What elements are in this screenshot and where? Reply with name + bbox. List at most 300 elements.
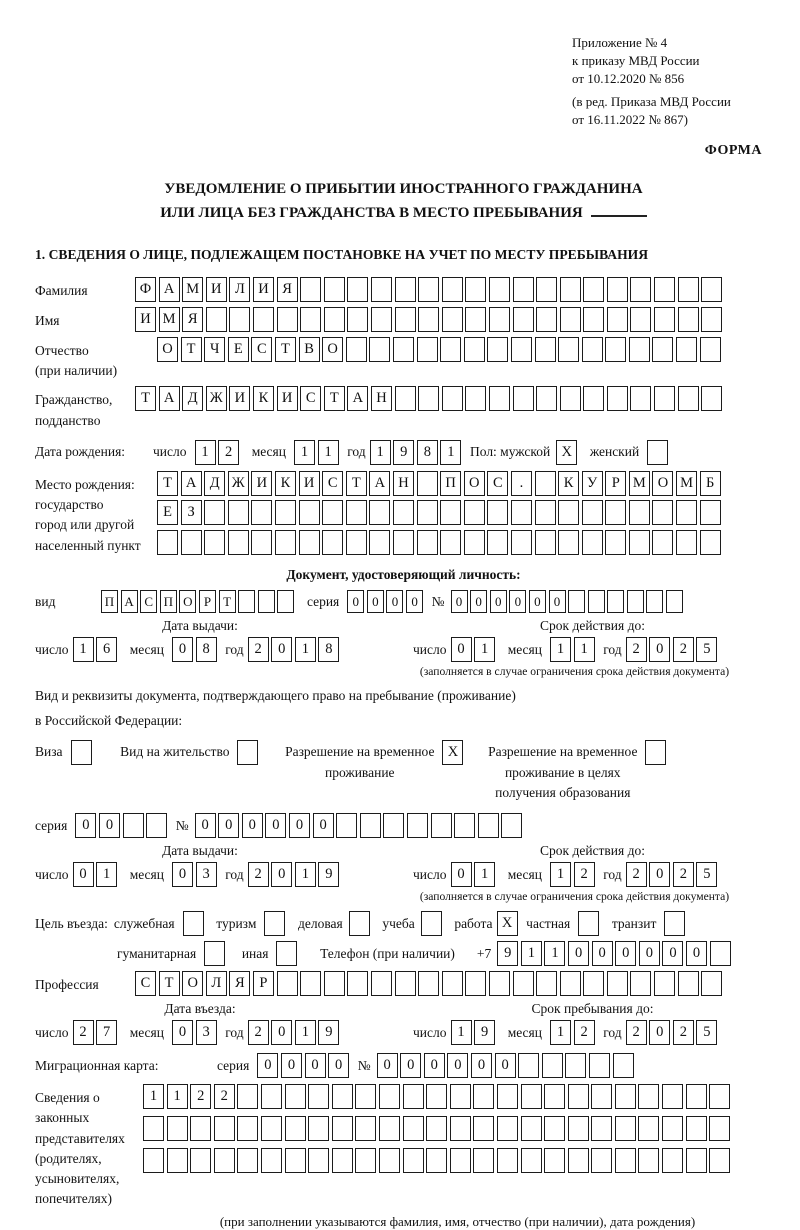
char-cell[interactable] bbox=[589, 1053, 610, 1078]
char-cell[interactable]: А bbox=[159, 277, 180, 302]
char-cell[interactable] bbox=[583, 307, 604, 332]
char-cell[interactable] bbox=[347, 971, 368, 996]
char-cell[interactable]: Я bbox=[182, 307, 203, 332]
char-cell[interactable] bbox=[261, 1084, 282, 1109]
char-cell[interactable] bbox=[395, 277, 416, 302]
char-cell[interactable] bbox=[607, 277, 628, 302]
birth-place-row-2[interactable] bbox=[157, 500, 723, 525]
issue-day-input[interactable] bbox=[73, 637, 120, 662]
char-cell[interactable] bbox=[645, 740, 666, 765]
representatives-row-1[interactable] bbox=[143, 1084, 733, 1109]
char-cell[interactable] bbox=[426, 1116, 447, 1141]
char-cell[interactable]: 1 bbox=[318, 440, 339, 465]
char-cell[interactable] bbox=[630, 386, 651, 411]
char-cell[interactable] bbox=[544, 1084, 565, 1109]
char-cell[interactable] bbox=[654, 971, 675, 996]
char-cell[interactable]: 0 bbox=[649, 1020, 670, 1045]
char-cell[interactable]: 0 bbox=[271, 1020, 292, 1045]
char-cell[interactable]: М bbox=[182, 277, 203, 302]
char-cell[interactable]: 1 bbox=[73, 637, 94, 662]
char-cell[interactable] bbox=[701, 386, 722, 411]
char-cell[interactable]: И bbox=[299, 471, 320, 496]
char-cell[interactable] bbox=[710, 941, 731, 966]
expiry-month-input[interactable] bbox=[550, 637, 597, 662]
char-cell[interactable] bbox=[558, 500, 579, 525]
char-cell[interactable]: З bbox=[181, 500, 202, 525]
char-cell[interactable] bbox=[607, 307, 628, 332]
char-cell[interactable] bbox=[277, 307, 298, 332]
char-cell[interactable] bbox=[583, 386, 604, 411]
char-cell[interactable]: 0 bbox=[265, 813, 286, 838]
char-cell[interactable] bbox=[181, 530, 202, 555]
char-cell[interactable] bbox=[473, 1148, 494, 1173]
char-cell[interactable] bbox=[646, 590, 663, 613]
char-cell[interactable] bbox=[629, 337, 650, 362]
temp-residence-education-checkbox[interactable] bbox=[645, 740, 669, 765]
char-cell[interactable]: 2 bbox=[190, 1084, 211, 1109]
char-cell[interactable] bbox=[237, 740, 258, 765]
visa-checkbox[interactable] bbox=[71, 740, 95, 765]
char-cell[interactable] bbox=[229, 307, 250, 332]
char-cell[interactable]: Т bbox=[135, 386, 156, 411]
temp-residence-checkbox[interactable] bbox=[442, 740, 466, 765]
stay-issue-year-input[interactable] bbox=[248, 862, 342, 887]
char-cell[interactable]: 0 bbox=[495, 1053, 516, 1078]
char-cell[interactable] bbox=[393, 500, 414, 525]
char-cell[interactable]: 7 bbox=[96, 1020, 117, 1045]
char-cell[interactable] bbox=[417, 471, 438, 496]
char-cell[interactable] bbox=[332, 1148, 353, 1173]
char-cell[interactable] bbox=[536, 277, 557, 302]
char-cell[interactable]: Л bbox=[229, 277, 250, 302]
stay-until-month-input[interactable] bbox=[550, 1020, 597, 1045]
char-cell[interactable]: М bbox=[676, 471, 697, 496]
char-cell[interactable] bbox=[403, 1084, 424, 1109]
char-cell[interactable]: 2 bbox=[626, 862, 647, 887]
char-cell[interactable]: И bbox=[251, 471, 272, 496]
char-cell[interactable]: 0 bbox=[549, 590, 566, 613]
char-cell[interactable] bbox=[652, 337, 673, 362]
char-cell[interactable] bbox=[676, 337, 697, 362]
char-cell[interactable]: 0 bbox=[424, 1053, 445, 1078]
char-cell[interactable]: 0 bbox=[649, 862, 670, 887]
char-cell[interactable] bbox=[700, 500, 721, 525]
profession-input[interactable] bbox=[135, 971, 725, 996]
char-cell[interactable] bbox=[123, 813, 144, 838]
char-cell[interactable] bbox=[276, 941, 297, 966]
char-cell[interactable] bbox=[582, 530, 603, 555]
char-cell[interactable] bbox=[568, 590, 585, 613]
char-cell[interactable] bbox=[629, 530, 650, 555]
char-cell[interactable] bbox=[417, 530, 438, 555]
char-cell[interactable]: 0 bbox=[470, 590, 487, 613]
char-cell[interactable]: К bbox=[253, 386, 274, 411]
char-cell[interactable] bbox=[204, 941, 225, 966]
patronymic-input[interactable] bbox=[157, 337, 723, 362]
char-cell[interactable]: 0 bbox=[447, 1053, 468, 1078]
char-cell[interactable] bbox=[605, 500, 626, 525]
char-cell[interactable] bbox=[143, 1148, 164, 1173]
residence-permit-checkbox[interactable] bbox=[237, 740, 261, 765]
char-cell[interactable] bbox=[418, 971, 439, 996]
char-cell[interactable]: 9 bbox=[497, 941, 518, 966]
char-cell[interactable] bbox=[536, 971, 557, 996]
char-cell[interactable]: И bbox=[206, 277, 227, 302]
char-cell[interactable] bbox=[421, 911, 442, 936]
char-cell[interactable] bbox=[615, 1116, 636, 1141]
char-cell[interactable] bbox=[371, 277, 392, 302]
char-cell[interactable] bbox=[662, 1116, 683, 1141]
char-cell[interactable]: И bbox=[277, 386, 298, 411]
char-cell[interactable] bbox=[465, 386, 486, 411]
char-cell[interactable] bbox=[251, 500, 272, 525]
char-cell[interactable] bbox=[686, 1084, 707, 1109]
char-cell[interactable]: X bbox=[442, 740, 463, 765]
char-cell[interactable]: 0 bbox=[451, 637, 472, 662]
char-cell[interactable] bbox=[521, 1148, 542, 1173]
char-cell[interactable] bbox=[440, 530, 461, 555]
stay-until-day-input[interactable] bbox=[451, 1020, 498, 1045]
char-cell[interactable]: 1 bbox=[295, 862, 316, 887]
char-cell[interactable]: 0 bbox=[400, 1053, 421, 1078]
char-cell[interactable] bbox=[261, 1148, 282, 1173]
char-cell[interactable]: 1 bbox=[370, 440, 391, 465]
char-cell[interactable]: 0 bbox=[347, 590, 364, 613]
char-cell[interactable] bbox=[347, 307, 368, 332]
char-cell[interactable] bbox=[418, 386, 439, 411]
char-cell[interactable] bbox=[535, 337, 556, 362]
char-cell[interactable]: Е bbox=[228, 337, 249, 362]
char-cell[interactable] bbox=[360, 813, 381, 838]
char-cell[interactable]: 0 bbox=[328, 1053, 349, 1078]
char-cell[interactable] bbox=[511, 337, 532, 362]
char-cell[interactable]: Д bbox=[182, 386, 203, 411]
char-cell[interactable]: 0 bbox=[281, 1053, 302, 1078]
stay-expiry-month-input[interactable] bbox=[550, 862, 597, 887]
char-cell[interactable] bbox=[568, 1084, 589, 1109]
char-cell[interactable]: Р bbox=[253, 971, 274, 996]
char-cell[interactable] bbox=[536, 307, 557, 332]
char-cell[interactable] bbox=[369, 500, 390, 525]
char-cell[interactable] bbox=[395, 971, 416, 996]
char-cell[interactable] bbox=[440, 337, 461, 362]
char-cell[interactable] bbox=[489, 971, 510, 996]
char-cell[interactable]: 0 bbox=[242, 813, 263, 838]
char-cell[interactable] bbox=[336, 813, 357, 838]
char-cell[interactable] bbox=[431, 813, 452, 838]
char-cell[interactable]: 1 bbox=[195, 440, 216, 465]
char-cell[interactable] bbox=[615, 1148, 636, 1173]
char-cell[interactable]: 0 bbox=[649, 637, 670, 662]
char-cell[interactable]: 0 bbox=[271, 862, 292, 887]
birth-day-input[interactable] bbox=[195, 440, 242, 465]
char-cell[interactable]: 1 bbox=[96, 862, 117, 887]
char-cell[interactable]: 2 bbox=[248, 1020, 269, 1045]
sex-female-checkbox[interactable] bbox=[647, 440, 671, 465]
char-cell[interactable]: 2 bbox=[673, 862, 694, 887]
char-cell[interactable] bbox=[591, 1116, 612, 1141]
purpose-other-checkbox[interactable] bbox=[276, 941, 300, 966]
char-cell[interactable]: 0 bbox=[592, 941, 613, 966]
char-cell[interactable]: 2 bbox=[626, 1020, 647, 1045]
char-cell[interactable] bbox=[349, 911, 370, 936]
char-cell[interactable] bbox=[535, 471, 556, 496]
char-cell[interactable]: 0 bbox=[471, 1053, 492, 1078]
char-cell[interactable]: Ж bbox=[228, 471, 249, 496]
representatives-row-3[interactable] bbox=[143, 1148, 733, 1173]
entry-day-input[interactable] bbox=[73, 1020, 120, 1045]
char-cell[interactable]: Н bbox=[371, 386, 392, 411]
char-cell[interactable] bbox=[638, 1084, 659, 1109]
char-cell[interactable] bbox=[251, 530, 272, 555]
char-cell[interactable] bbox=[511, 530, 532, 555]
char-cell[interactable] bbox=[686, 1116, 707, 1141]
char-cell[interactable] bbox=[664, 911, 685, 936]
char-cell[interactable] bbox=[652, 500, 673, 525]
char-cell[interactable]: 0 bbox=[313, 813, 334, 838]
char-cell[interactable]: Д bbox=[204, 471, 225, 496]
char-cell[interactable] bbox=[654, 307, 675, 332]
char-cell[interactable] bbox=[511, 500, 532, 525]
char-cell[interactable]: 2 bbox=[73, 1020, 94, 1045]
char-cell[interactable] bbox=[565, 1053, 586, 1078]
char-cell[interactable] bbox=[615, 1084, 636, 1109]
char-cell[interactable]: 1 bbox=[295, 637, 316, 662]
char-cell[interactable] bbox=[560, 307, 581, 332]
char-cell[interactable] bbox=[379, 1116, 400, 1141]
char-cell[interactable]: 8 bbox=[196, 637, 217, 662]
char-cell[interactable] bbox=[300, 971, 321, 996]
char-cell[interactable]: 0 bbox=[367, 590, 384, 613]
char-cell[interactable]: С bbox=[322, 471, 343, 496]
char-cell[interactable] bbox=[535, 500, 556, 525]
char-cell[interactable] bbox=[678, 307, 699, 332]
char-cell[interactable] bbox=[568, 1116, 589, 1141]
char-cell[interactable]: 2 bbox=[574, 1020, 595, 1045]
char-cell[interactable] bbox=[237, 1084, 258, 1109]
char-cell[interactable]: Н bbox=[393, 471, 414, 496]
char-cell[interactable] bbox=[285, 1116, 306, 1141]
char-cell[interactable] bbox=[237, 1148, 258, 1173]
char-cell[interactable] bbox=[465, 307, 486, 332]
char-cell[interactable] bbox=[324, 277, 345, 302]
char-cell[interactable]: . bbox=[511, 471, 532, 496]
char-cell[interactable] bbox=[264, 911, 285, 936]
char-cell[interactable]: 0 bbox=[377, 1053, 398, 1078]
char-cell[interactable] bbox=[605, 530, 626, 555]
stay-expiry-day-input[interactable] bbox=[451, 862, 498, 887]
char-cell[interactable] bbox=[204, 500, 225, 525]
char-cell[interactable]: 8 bbox=[318, 637, 339, 662]
char-cell[interactable] bbox=[654, 277, 675, 302]
char-cell[interactable] bbox=[442, 277, 463, 302]
char-cell[interactable]: 0 bbox=[451, 590, 468, 613]
char-cell[interactable] bbox=[371, 307, 392, 332]
char-cell[interactable]: 0 bbox=[451, 862, 472, 887]
char-cell[interactable]: А bbox=[369, 471, 390, 496]
char-cell[interactable] bbox=[322, 500, 343, 525]
char-cell[interactable] bbox=[521, 1116, 542, 1141]
char-cell[interactable] bbox=[678, 386, 699, 411]
char-cell[interactable]: Т bbox=[159, 971, 180, 996]
char-cell[interactable]: О bbox=[322, 337, 343, 362]
char-cell[interactable] bbox=[371, 971, 392, 996]
char-cell[interactable] bbox=[605, 337, 626, 362]
char-cell[interactable] bbox=[300, 307, 321, 332]
birth-place-row-1[interactable] bbox=[157, 471, 723, 496]
char-cell[interactable] bbox=[700, 337, 721, 362]
char-cell[interactable] bbox=[228, 530, 249, 555]
char-cell[interactable] bbox=[418, 307, 439, 332]
char-cell[interactable] bbox=[383, 813, 404, 838]
char-cell[interactable]: С bbox=[135, 971, 156, 996]
char-cell[interactable] bbox=[275, 530, 296, 555]
char-cell[interactable]: 1 bbox=[440, 440, 461, 465]
char-cell[interactable]: 1 bbox=[295, 1020, 316, 1045]
char-cell[interactable] bbox=[501, 813, 522, 838]
char-cell[interactable]: И bbox=[135, 307, 156, 332]
char-cell[interactable]: С bbox=[251, 337, 272, 362]
char-cell[interactable] bbox=[487, 530, 508, 555]
char-cell[interactable]: 1 bbox=[474, 637, 495, 662]
char-cell[interactable] bbox=[206, 307, 227, 332]
char-cell[interactable] bbox=[709, 1148, 730, 1173]
char-cell[interactable]: П bbox=[160, 590, 177, 613]
char-cell[interactable] bbox=[535, 530, 556, 555]
char-cell[interactable] bbox=[536, 386, 557, 411]
char-cell[interactable] bbox=[393, 530, 414, 555]
char-cell[interactable] bbox=[583, 971, 604, 996]
char-cell[interactable]: 1 bbox=[574, 637, 595, 662]
char-cell[interactable]: 1 bbox=[143, 1084, 164, 1109]
char-cell[interactable]: Л bbox=[206, 971, 227, 996]
char-cell[interactable] bbox=[426, 1148, 447, 1173]
char-cell[interactable] bbox=[379, 1148, 400, 1173]
char-cell[interactable] bbox=[322, 530, 343, 555]
char-cell[interactable]: Ф bbox=[135, 277, 156, 302]
char-cell[interactable]: Е bbox=[157, 500, 178, 525]
char-cell[interactable]: Т bbox=[324, 386, 345, 411]
char-cell[interactable] bbox=[393, 337, 414, 362]
char-cell[interactable] bbox=[347, 277, 368, 302]
doc-kind-input[interactable] bbox=[101, 590, 297, 613]
char-cell[interactable] bbox=[190, 1116, 211, 1141]
char-cell[interactable]: 1 bbox=[451, 1020, 472, 1045]
char-cell[interactable] bbox=[630, 277, 651, 302]
birth-month-input[interactable] bbox=[294, 440, 341, 465]
char-cell[interactable] bbox=[285, 1148, 306, 1173]
char-cell[interactable] bbox=[261, 1116, 282, 1141]
char-cell[interactable]: X bbox=[497, 911, 518, 936]
char-cell[interactable]: 0 bbox=[289, 813, 310, 838]
char-cell[interactable]: 2 bbox=[673, 637, 694, 662]
char-cell[interactable]: 1 bbox=[167, 1084, 188, 1109]
char-cell[interactable] bbox=[299, 530, 320, 555]
stay-until-year-input[interactable] bbox=[626, 1020, 720, 1045]
char-cell[interactable] bbox=[497, 1148, 518, 1173]
char-cell[interactable]: 0 bbox=[615, 941, 636, 966]
char-cell[interactable]: 0 bbox=[99, 813, 120, 838]
char-cell[interactable] bbox=[613, 1053, 634, 1078]
char-cell[interactable] bbox=[465, 971, 486, 996]
char-cell[interactable]: 2 bbox=[248, 862, 269, 887]
entry-month-input[interactable] bbox=[172, 1020, 219, 1045]
char-cell[interactable]: 2 bbox=[214, 1084, 235, 1109]
char-cell[interactable]: С bbox=[487, 471, 508, 496]
char-cell[interactable]: В bbox=[299, 337, 320, 362]
char-cell[interactable] bbox=[629, 500, 650, 525]
given-name-input[interactable] bbox=[135, 307, 725, 332]
char-cell[interactable] bbox=[582, 337, 603, 362]
char-cell[interactable] bbox=[300, 277, 321, 302]
char-cell[interactable] bbox=[709, 1084, 730, 1109]
stay-expiry-year-input[interactable] bbox=[626, 862, 720, 887]
char-cell[interactable]: 9 bbox=[318, 1020, 339, 1045]
char-cell[interactable]: О bbox=[179, 590, 196, 613]
char-cell[interactable]: 0 bbox=[172, 862, 193, 887]
char-cell[interactable] bbox=[258, 590, 275, 613]
char-cell[interactable] bbox=[442, 971, 463, 996]
char-cell[interactable] bbox=[588, 590, 605, 613]
char-cell[interactable] bbox=[568, 1148, 589, 1173]
purpose-private-checkbox[interactable] bbox=[578, 911, 602, 936]
char-cell[interactable] bbox=[652, 530, 673, 555]
char-cell[interactable]: С bbox=[140, 590, 157, 613]
char-cell[interactable]: 0 bbox=[568, 941, 589, 966]
char-cell[interactable]: 1 bbox=[550, 637, 571, 662]
char-cell[interactable]: А bbox=[181, 471, 202, 496]
char-cell[interactable] bbox=[558, 337, 579, 362]
char-cell[interactable] bbox=[426, 1084, 447, 1109]
char-cell[interactable] bbox=[654, 386, 675, 411]
expiry-day-input[interactable] bbox=[451, 637, 498, 662]
purpose-humanitarian-checkbox[interactable] bbox=[204, 941, 228, 966]
char-cell[interactable] bbox=[544, 1148, 565, 1173]
char-cell[interactable] bbox=[630, 971, 651, 996]
char-cell[interactable] bbox=[560, 971, 581, 996]
purpose-official-checkbox[interactable] bbox=[183, 911, 207, 936]
char-cell[interactable]: О bbox=[157, 337, 178, 362]
char-cell[interactable]: М bbox=[629, 471, 650, 496]
char-cell[interactable] bbox=[700, 530, 721, 555]
char-cell[interactable] bbox=[71, 740, 92, 765]
char-cell[interactable]: 0 bbox=[529, 590, 546, 613]
char-cell[interactable]: 5 bbox=[696, 637, 717, 662]
char-cell[interactable] bbox=[607, 386, 628, 411]
char-cell[interactable] bbox=[513, 277, 534, 302]
char-cell[interactable] bbox=[521, 1084, 542, 1109]
char-cell[interactable]: Т bbox=[181, 337, 202, 362]
char-cell[interactable]: 0 bbox=[490, 590, 507, 613]
stay-issue-day-input[interactable] bbox=[73, 862, 120, 887]
char-cell[interactable] bbox=[418, 277, 439, 302]
char-cell[interactable] bbox=[513, 971, 534, 996]
char-cell[interactable] bbox=[560, 277, 581, 302]
char-cell[interactable] bbox=[676, 500, 697, 525]
char-cell[interactable]: 0 bbox=[662, 941, 683, 966]
char-cell[interactable]: 6 bbox=[96, 637, 117, 662]
representatives-row-2[interactable] bbox=[143, 1116, 733, 1141]
char-cell[interactable]: У bbox=[582, 471, 603, 496]
phone-input[interactable] bbox=[497, 941, 733, 966]
char-cell[interactable]: 2 bbox=[673, 1020, 694, 1045]
char-cell[interactable]: Ж bbox=[206, 386, 227, 411]
char-cell[interactable] bbox=[277, 971, 298, 996]
char-cell[interactable] bbox=[591, 1148, 612, 1173]
char-cell[interactable] bbox=[346, 500, 367, 525]
char-cell[interactable] bbox=[450, 1084, 471, 1109]
char-cell[interactable]: 2 bbox=[218, 440, 239, 465]
